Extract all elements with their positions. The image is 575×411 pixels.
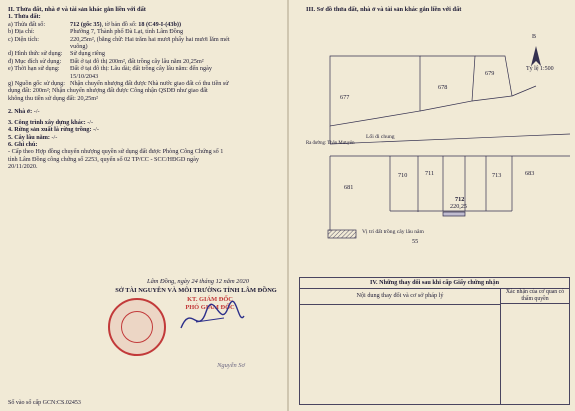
road-name: Ra đường: Thân Mưuyên <box>306 141 355 146</box>
issuing-authority: SỞ TÀI NGUYÊN VÀ MÔI TRƯỜNG TỈNH LÂM ĐỒNG <box>115 287 277 294</box>
usage-form-row: d) Hình thức sử dụng: Sử dụng riêng <box>8 50 105 58</box>
origin-row: g) Nguồn gốc sử dụng: Nhận chuyển nhượng đất được Nhà nước giao đất có thu tiền sử <box>8 80 229 88</box>
usage-term-row: e) Thời hạn sử dụng: Đất ở tại đô thị: Lâu dài; đất trồng cây lâu năm: đến ngày <box>8 65 212 73</box>
changes-content-header: Nội dung thay đổi và cơ sở pháp lý <box>300 288 501 305</box>
map-section <box>306 6 568 13</box>
usage-purpose-row: đ) Mục đích sử dụng: Đất ở tại đô thị 200m², đất trồng cây lâu năm 20,25m² <box>8 57 204 65</box>
signer-name: Nguyễn Sơ <box>217 362 245 369</box>
parcel-label: 710 <box>398 172 408 179</box>
map-legend: Vị trí đất trồng cây lâu năm <box>362 229 424 235</box>
parcel-label: 678 <box>438 84 448 91</box>
parcel-label: 683 <box>525 170 535 177</box>
perennial-row: 5. Cây lâu năm: -/- <box>8 133 58 141</box>
section-title: II. Thửa đất, nhà ở và tài sản khác gắn liền với đất <box>8 6 146 13</box>
forest-row: 4. Rừng sản xuất là rừng trồng: -/- <box>8 126 99 134</box>
changes-table <box>299 277 570 405</box>
other-works-row: 3. Công trình xây dựng khác: -/- <box>8 118 94 126</box>
road-label: Lối đi chung <box>366 134 395 140</box>
section-title: III. Sơ đồ thửa đất, nhà ở và tài sản khác gắn liền với đất <box>306 6 462 13</box>
north-label: B <box>532 34 537 40</box>
parcel-label: 679 <box>485 70 495 77</box>
subject-parcel-area: 220,25 <box>450 203 468 210</box>
deputy-director: PHÓ GIÁM ĐỐC <box>185 304 235 311</box>
parcel-label: 677 <box>340 94 350 101</box>
deputy-title: KT. GIÁM ĐỐC <box>187 296 233 303</box>
area-row: c) Diện tích: 220,25m², (bằng chữ: Hai trăm hai mươi phẩy hai mươi lăm mét <box>8 35 230 43</box>
issue-date: Lâm Đồng, ngày 24 tháng 12 năm 2020 <box>147 278 249 285</box>
changes-confirm-header: Xác nhận của cơ quan có thẩm quyền <box>500 288 570 304</box>
parcel-label: 681 <box>344 184 354 191</box>
note-line: 20/11/2020. <box>8 163 38 171</box>
official-seal-icon <box>108 298 166 356</box>
land-info-section: II. Thửa đất, nhà ở và tài sản khác gắn liền với đất 1. Thửa đất: a) Thửa đất số: 712 (gốc 35), tờ bản đồ số: 18 (C49-I-(43b)) b) Địa chỉ: Phường 7, Thành phố Đà Lạt, tỉnh Lâm Đồng c) Diện tích: 220,25m², (bằng chữ: Hai trăm hai mươi phẩy hai mươi lăm mét vuông) d) Hình thức sử dụng: Sử dụng riêng đ) Mục đích sử dụng: Đất ở tại đô thị 200m², đất trồng cây lâu năm 20,25m² e) Thời hạn sử dụng: Đất ở tại đô thị: Lâu dài; đất trồng cây lâu năm: đến ngày 15/10/2043 g) Nguồn gốc sử dụng: Nhận chuyển nhượng đất được Nhà nước giao đất có thu tiền sử dụng đất: 200m²; Nhận chuyển nhượng đất được Công nhận QSDĐ như giao đất không thu tiền sử dụng đất: 20,25m² 2. Nhà ở: -/- 3. Công trình xây dựng khác: -/- 4. Rừng sản xuất là rừng trồng: -/- 5. Cây lâu năm: -/- 6. Ghi chú: - Cấp theo Hợp đồng chuyển nhượng quyền sử dụng đất được Phòng Công Chứng số 1 tỉnh Lâm Đồng công chứng số 2253, quyển số 02 TP/CC - SCC/HĐGD ngày 20/11/2020. <box>8 6 280 171</box>
address-row: b) Địa chỉ: Phường 7, Thành phố Đà Lạt, tỉnh Lâm Đồng <box>8 28 184 36</box>
map-scale: Tỷ lệ 1:500 <box>526 66 554 72</box>
subject-parcel: 712 <box>455 196 465 203</box>
signature-icon <box>176 298 246 338</box>
page-fold <box>287 0 289 411</box>
north-arrow-icon <box>531 46 541 66</box>
parcel-label: 55 <box>412 238 419 245</box>
parcel-heading: 1. Thửa đất: <box>8 13 41 21</box>
note-line: tỉnh Lâm Đồng công chứng số 2253, quyển số 02 TP/CC - SCC/HĐGD ngày <box>8 155 199 163</box>
parcel-number-row: a) Thửa đất số: 712 (gốc 35), tờ bản đồ số: 18 (C49-I-(43b)) <box>8 20 182 28</box>
notes-heading: 6. Ghi chú: <box>8 140 38 148</box>
note-line: - Cấp theo Hợp đồng chuyển nhượng quyền sử dụng đất được Phòng Công Chứng số 1 <box>8 148 224 156</box>
parcel-label: 711 <box>425 170 435 177</box>
parcel-label: 713 <box>492 172 502 179</box>
changes-title: IV. Những thay đổi sau khi cấp Giấy chứng nhận <box>300 278 569 289</box>
house-row: 2. Nhà ở: -/- <box>8 108 40 116</box>
certificate-number: Số vào sổ cấp GCN:CS.02453 <box>8 400 81 406</box>
